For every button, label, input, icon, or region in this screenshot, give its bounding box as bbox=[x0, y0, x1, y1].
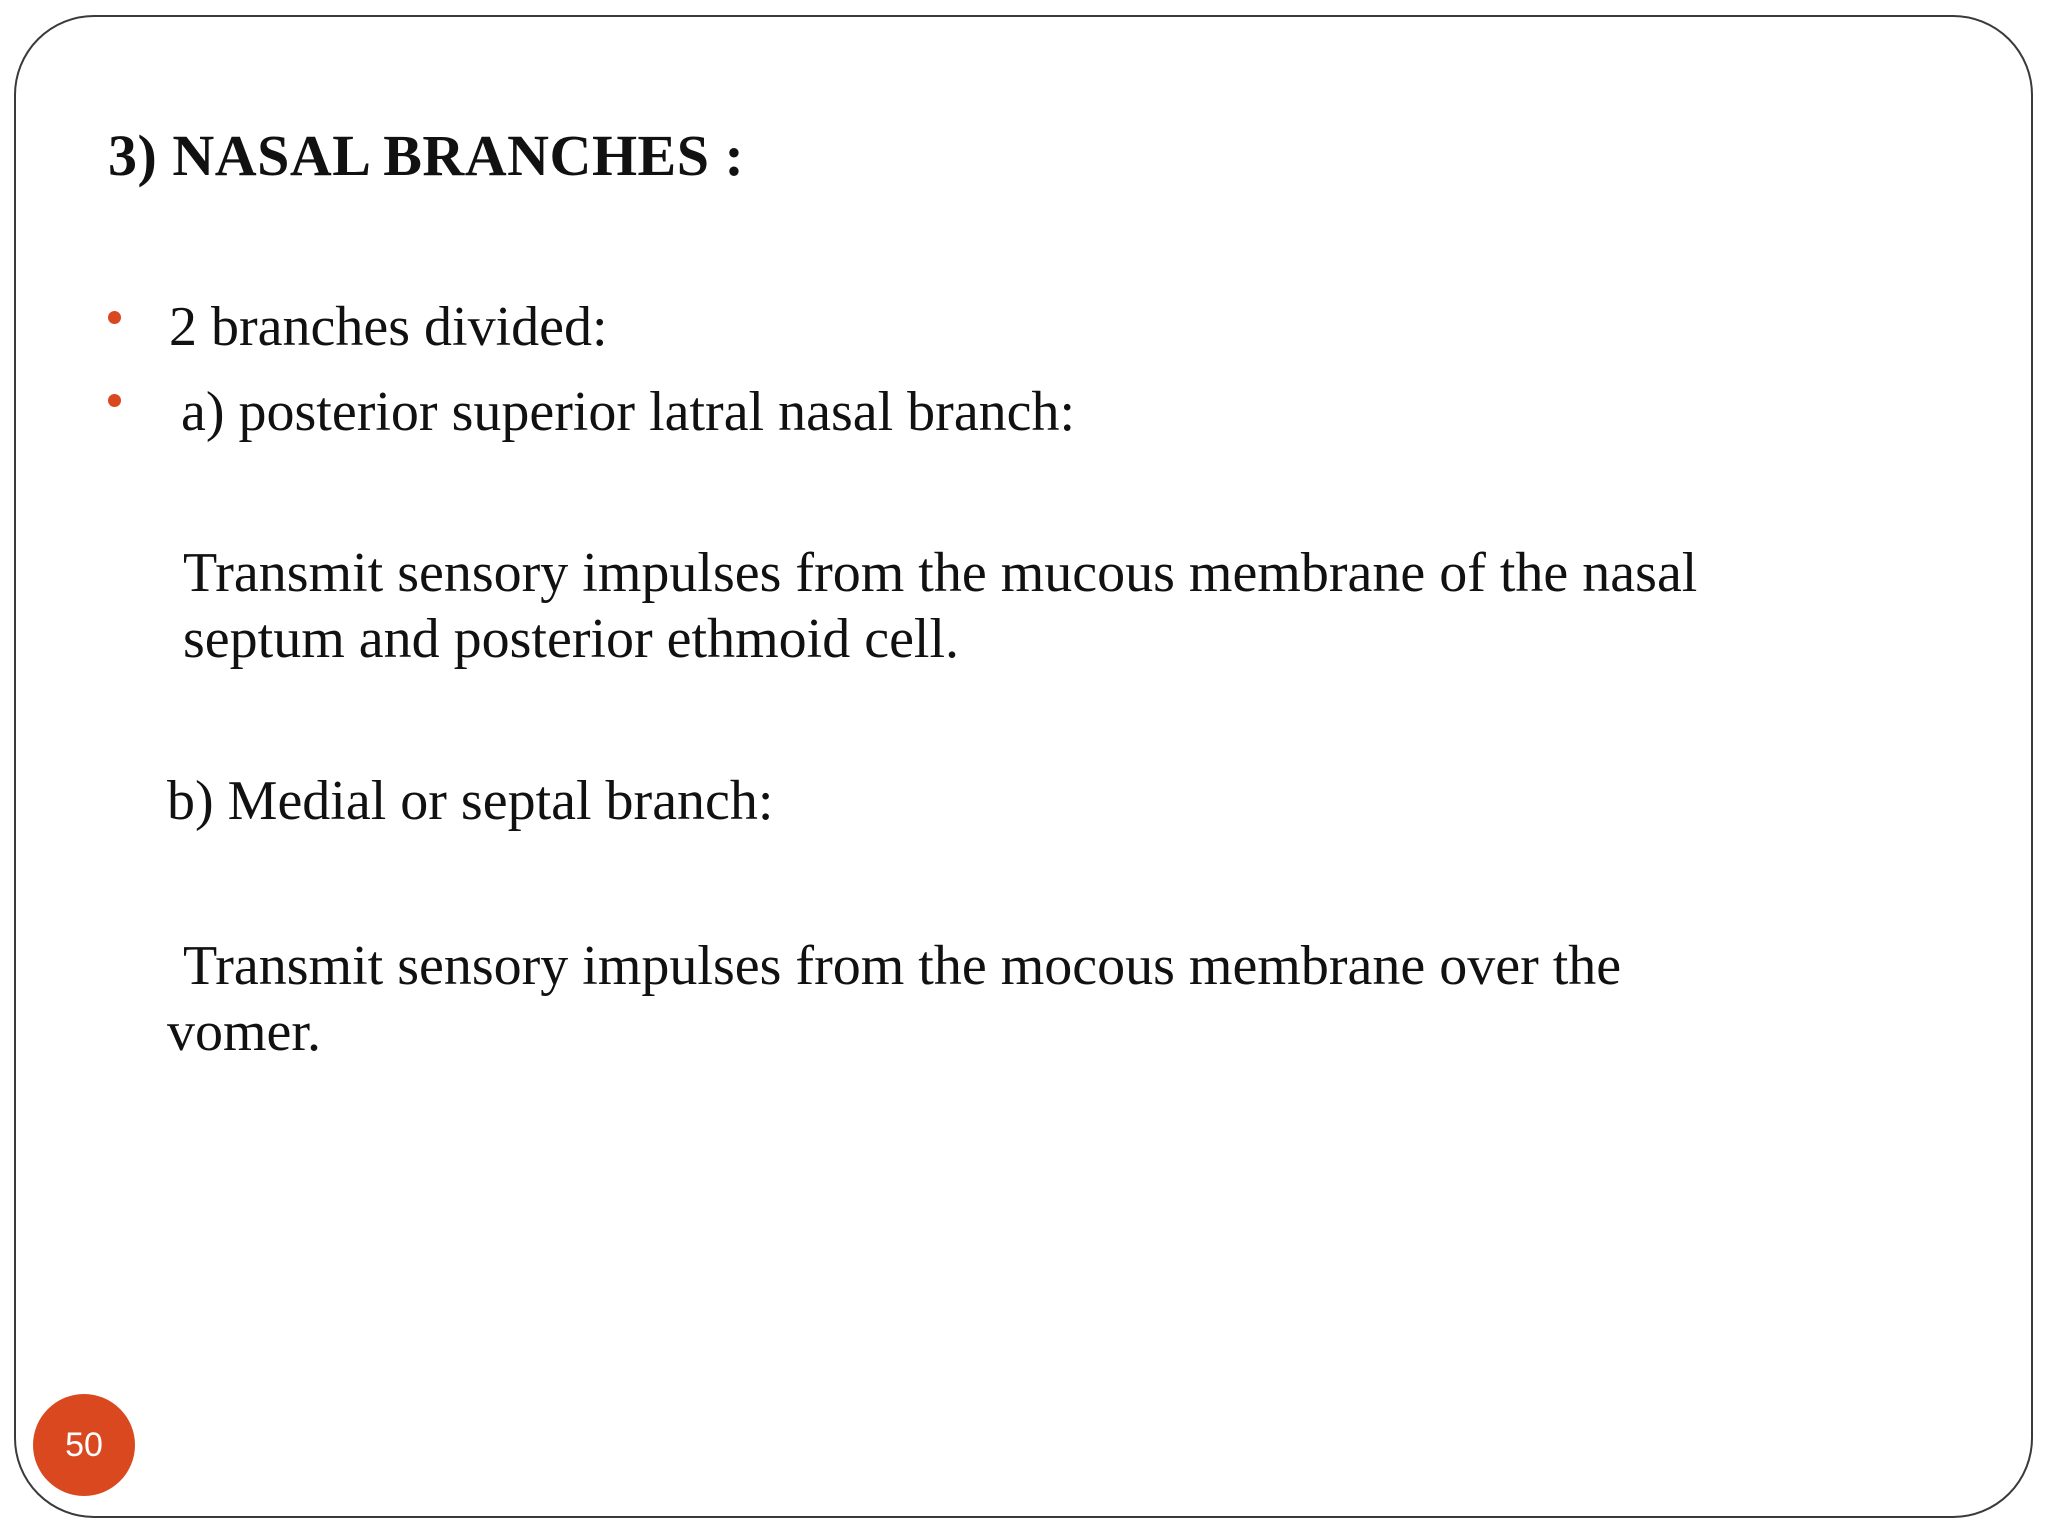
subheading-medial-branch: b) Medial or septal branch: bbox=[167, 770, 774, 832]
slide-frame bbox=[14, 15, 2033, 1518]
paragraph-line: Transmit sensory impulses from the mocous membrane over the bbox=[183, 935, 1622, 997]
slide-title: 3) NASAL BRANCHES : bbox=[108, 123, 745, 188]
paragraph-medial-branch bbox=[167, 933, 1621, 1065]
paragraph-posterior-branch bbox=[183, 540, 1697, 672]
bullet-dot-icon bbox=[108, 394, 121, 407]
bullet-dot-icon bbox=[108, 311, 121, 324]
paragraph-line: Transmit sensory impulses from the mucous membrane of the nasal bbox=[183, 542, 1698, 604]
bullet-text: a) posterior superior latral nasal branch: bbox=[181, 381, 1076, 443]
paragraph-line: vomer. bbox=[167, 1001, 321, 1063]
bullet-text: 2 branches divided: bbox=[169, 296, 608, 358]
paragraph-line: septum and posterior ethmoid cell. bbox=[183, 608, 960, 670]
page-number-badge: 50 bbox=[33, 1394, 135, 1496]
